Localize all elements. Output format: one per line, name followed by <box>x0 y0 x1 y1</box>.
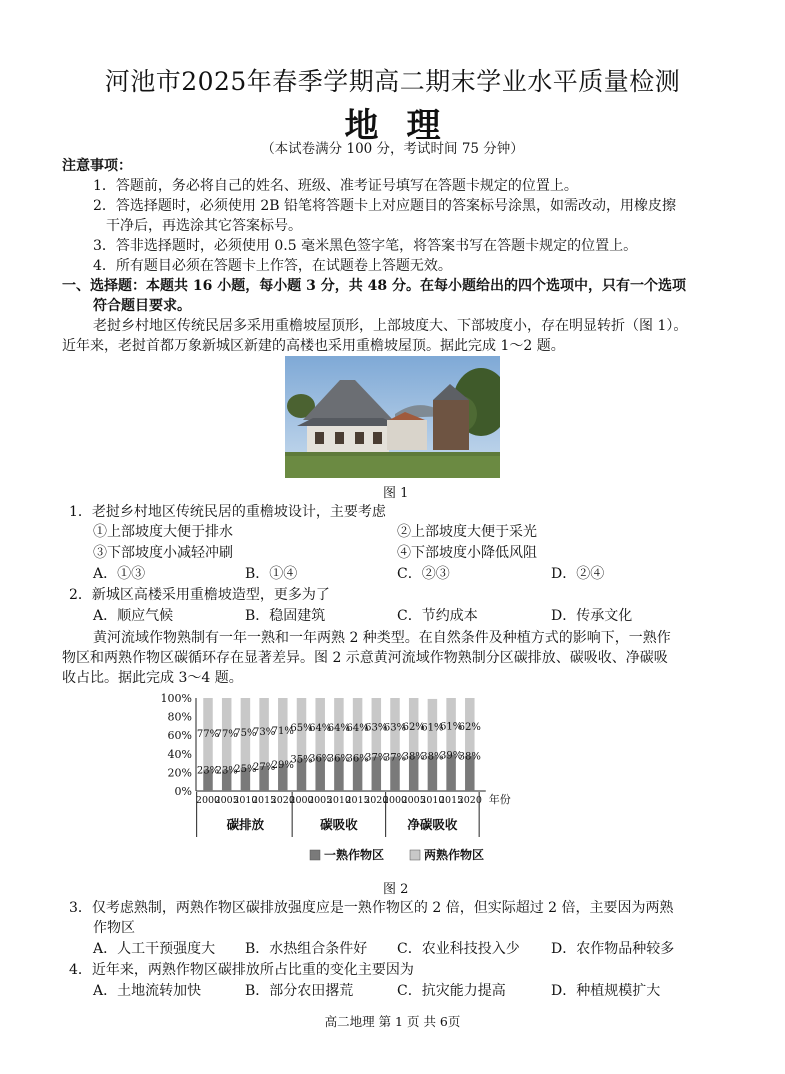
x-tick-label: 2020 <box>364 795 389 806</box>
passage2-line3: 收占比。据此完成 3～4 题。 <box>62 670 243 686</box>
stacked-bar-chart <box>150 690 650 875</box>
q1-stem: 1．老挝乡村地区传统民居的重檐坡设计，主要考虑 <box>69 504 386 520</box>
x-tick-label: 2000 <box>195 795 221 806</box>
legend-label: 一熟作物区 <box>324 848 385 862</box>
y-tick-label: 0% <box>174 785 192 798</box>
q4-option-b[interactable]: B．部分农田撂荒 <box>245 983 354 999</box>
data-label: 36% <box>309 753 332 765</box>
y-tick-label: 100% <box>160 692 192 705</box>
q3-stem-cont: 作物区 <box>93 920 135 936</box>
data-label: 29% <box>271 760 294 772</box>
data-label: 38% <box>458 751 481 763</box>
q3-option-b[interactable]: B．水热组合条件好 <box>245 941 368 957</box>
q1-statement-4: ④下部坡度小降低风阻 <box>397 545 537 561</box>
data-label: 61% <box>439 721 463 733</box>
data-label: 65% <box>290 723 313 735</box>
x-tick-label: 2010 <box>326 795 351 806</box>
data-label: 64% <box>327 722 351 734</box>
notice-item-4: 4．所有题目必须在答题卡上作答，在试题卷上答题无效。 <box>93 258 452 274</box>
x-tick-label: 2000 <box>382 795 408 806</box>
q3-option-a[interactable]: A．人工干预强度大 <box>93 941 216 957</box>
fig2-chart <box>150 690 650 875</box>
data-label: 75% <box>234 727 257 739</box>
data-label: 77% <box>215 728 238 740</box>
x-tick-label: 2005 <box>308 795 333 806</box>
data-label: 77% <box>196 728 220 740</box>
q2-stem: 2．新城区高楼采用重檐坡造型，更多为了 <box>69 587 330 603</box>
fig1-photo <box>285 356 500 478</box>
y-tick-label: 20% <box>167 766 192 780</box>
x-tick-label: 2010 <box>233 795 258 806</box>
exam-title: 河池市2025年春季学期高二期末学业水平质量检测 <box>104 67 681 96</box>
x-tick-label: 2015 <box>345 795 370 806</box>
exam-note: （本试卷满分 100 分，考试时间 75 分钟） <box>261 141 524 157</box>
legend-label: 两熟作物区 <box>424 848 485 862</box>
x-tick-label: 2000 <box>289 795 314 806</box>
q2-option-a[interactable]: A．顺应气候 <box>93 608 174 624</box>
data-label: 62% <box>458 721 481 733</box>
data-label: 61% <box>421 722 444 734</box>
q1-option-d[interactable]: D．②④ <box>551 566 605 582</box>
legend-swatch <box>410 850 420 860</box>
q1-statement-1: ①上部坡度大便于排水 <box>93 524 233 540</box>
data-label: 37% <box>383 752 407 764</box>
section1-heading-cont: 符合题目要求。 <box>93 298 191 314</box>
q1-option-c[interactable]: C．②③ <box>397 566 450 582</box>
data-label: 64% <box>346 722 369 734</box>
legend-swatch <box>310 850 320 860</box>
data-label: 23% <box>215 765 238 777</box>
q4-option-d[interactable]: D．种植规模扩大 <box>551 983 661 999</box>
notice-item-3: 3．答非选择题时，必须使用 0.5 毫米黑色签字笔，将答案书写在答题卡规定的位置上。 <box>93 238 638 254</box>
q3-stem: 3．仅考虑熟制，两熟作物区碳排放强度应是一熟作物区的 2 倍，但实际超过 2 倍，主要因为两熟 <box>69 900 674 916</box>
x-tick-label: 2015 <box>252 795 277 806</box>
q2-option-c[interactable]: C．节约成本 <box>397 608 478 624</box>
notice-item-2: 2．答选择题时，必须使用 2B 铅笔将答题卡上对应题目的答案标号涂黑，如需改动，用橡皮擦 <box>93 198 677 214</box>
notice-item-1: 1．答题前，务必将自己的姓名、班级、准考证号填写在答题卡规定的位置上。 <box>93 178 578 194</box>
data-label: 36% <box>327 753 351 765</box>
passage1-line2: 近年来，老挝首都万象新城区新建的高楼也采用重檐坡屋顶。据此完成 1～2 题。 <box>62 338 565 354</box>
y-tick-label: 60% <box>167 729 192 743</box>
data-label: 63% <box>365 722 388 734</box>
q1-statement-3: ③下部坡度小减轻冲刷 <box>93 545 233 561</box>
data-label: 27% <box>252 761 276 773</box>
q1-statement-2: ②上部坡度大便于采光 <box>397 524 537 540</box>
data-label: 73% <box>252 726 276 738</box>
data-label: 39% <box>439 750 463 762</box>
y-tick-label: 80% <box>167 710 192 724</box>
group-label: 碳吸收 <box>320 817 358 832</box>
data-label: 36% <box>346 753 369 765</box>
q2-option-b[interactable]: B．稳固建筑 <box>245 608 326 624</box>
section1-heading: 一、选择题：本题共 16 小题，每小题 3 分，共 48 分。在每小题给出的四个选项中，只有一个选项 <box>62 278 686 294</box>
q3-option-c[interactable]: C．农业科技投入少 <box>397 941 520 957</box>
passage2-line2: 物区和两熟作物区碳循环存在显著差异。图 2 示意黄河流域作物熟制分区碳排放、碳吸收、净碳吸 <box>62 650 668 666</box>
q2-option-d[interactable]: D．传承文化 <box>551 608 633 624</box>
group-label: 碳排放 <box>226 817 265 832</box>
q4-option-a[interactable]: A．土地流转加快 <box>93 983 202 999</box>
x-tick-label: 2020 <box>270 795 295 806</box>
data-label: 71% <box>271 726 294 738</box>
x-unit-label: 年份 <box>488 793 511 806</box>
data-label: 38% <box>402 751 425 763</box>
data-label: 35% <box>290 754 313 766</box>
data-label: 63% <box>383 722 407 734</box>
q4-stem: 4．近年来，两熟作物区碳排放所占比重的变化主要因为 <box>69 962 414 978</box>
group-label: 净碳吸收 <box>407 817 458 832</box>
x-tick-label: 2005 <box>214 795 239 806</box>
passage1-line1: 老挝乡村地区传统民居多采用重檐坡屋顶形，上部坡度大、下部坡度小，存在明显转折（图 1）。 <box>93 318 688 334</box>
data-label: 37% <box>365 752 388 764</box>
x-tick-label: 2020 <box>457 795 482 806</box>
q1-option-b[interactable]: B．①④ <box>245 566 298 582</box>
subject-title: 地理 <box>344 106 469 146</box>
passage2-line1: 黄河流域作物熟制有一年一熟和一年两熟 2 种类型。在自然条件及种植方式的影响下，一熟作 <box>93 630 671 646</box>
x-tick-label: 2015 <box>439 795 464 806</box>
data-label: 25% <box>234 763 257 775</box>
x-tick-label: 2010 <box>420 795 445 806</box>
data-label: 38% <box>421 751 444 763</box>
q4-option-c[interactable]: C．抗灾能力提高 <box>397 983 506 999</box>
fig1-caption: 图 1 <box>383 486 409 501</box>
q1-option-a[interactable]: A．①③ <box>93 566 146 582</box>
data-label: 23% <box>196 765 220 777</box>
fig2-caption: 图 2 <box>383 882 409 897</box>
q3-option-d[interactable]: D．农作物品种较多 <box>551 941 675 957</box>
notice-item-2-cont: 干净后，再选涂其它答案标号。 <box>106 218 302 234</box>
y-tick-label: 40% <box>167 747 192 761</box>
x-tick-label: 2005 <box>401 795 426 806</box>
data-label: 64% <box>309 722 332 734</box>
data-label: 62% <box>402 721 425 733</box>
page-footer: 高二地理 第 1 页 共 6页 <box>324 1014 461 1029</box>
notice-heading: 注意事项： <box>62 158 132 174</box>
